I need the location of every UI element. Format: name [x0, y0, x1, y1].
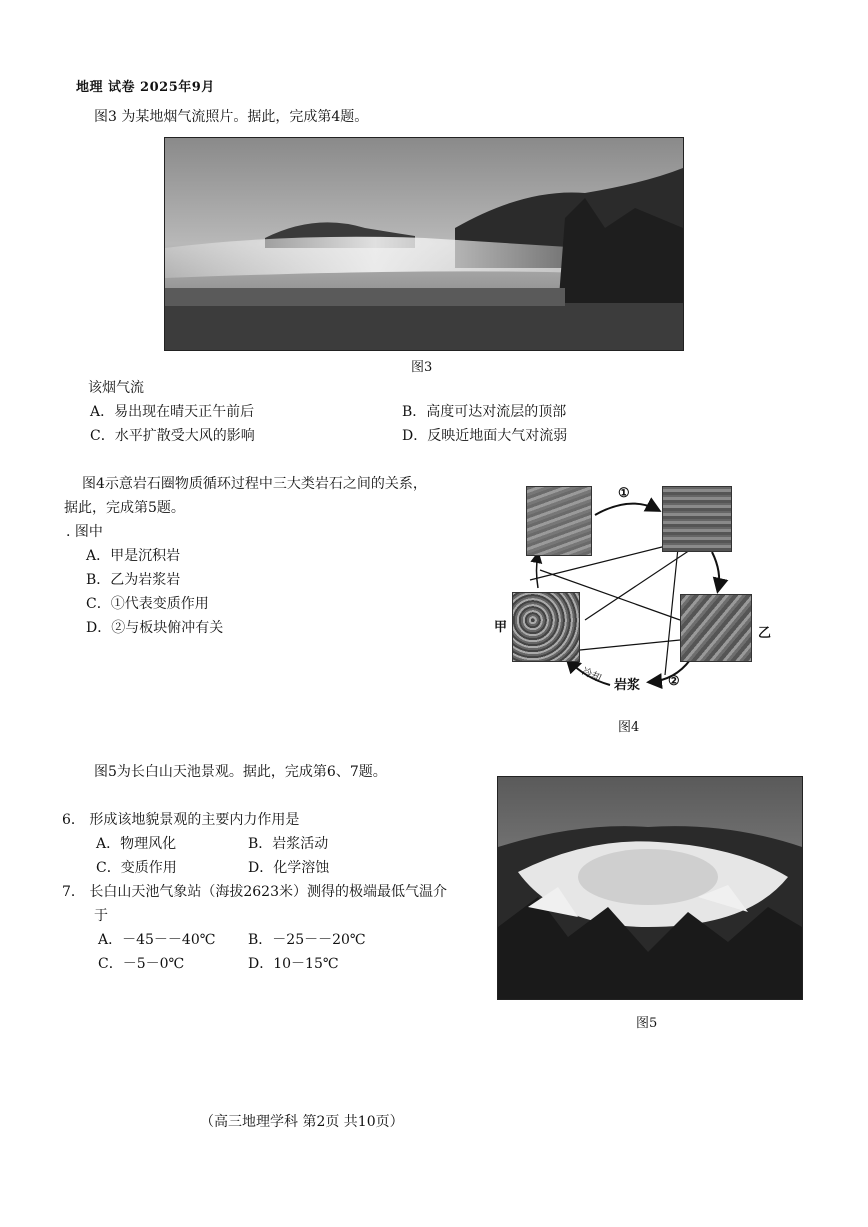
- figure-5-tianchi-photo: [497, 776, 803, 1000]
- q6-stem: 6． 形成该地貌景观的主要内力作用是: [62, 812, 300, 828]
- label-jia: 甲: [494, 620, 508, 635]
- label-magma: 岩浆: [614, 678, 641, 693]
- q7-stem-line1: 7． 长白山天池气象站（海拔2623米）测得的极端最低气温介: [62, 884, 447, 900]
- q7-option-c: C．－5－0℃: [98, 956, 185, 972]
- q5-option-b: B．乙为岩浆岩: [86, 572, 181, 588]
- q6-option-b: B．岩浆活动: [248, 836, 329, 852]
- smoke-photo-image: [165, 138, 683, 350]
- q5-option-a: A．甲是沉积岩: [86, 548, 181, 564]
- figure-5-caption: 图5: [636, 1016, 658, 1031]
- q6-option-c: C．变质作用: [96, 860, 177, 876]
- label-process-2: ②: [668, 674, 680, 689]
- q7-option-b: B．－25－－20℃: [248, 932, 366, 948]
- q6-option-a: A．物理风化: [96, 836, 177, 852]
- q4-stem: 该烟气流: [88, 380, 144, 396]
- q5-stem: . 图中: [66, 524, 103, 540]
- figure-3-caption: 图3: [411, 360, 433, 375]
- q7-stem-line2: 于: [94, 908, 108, 924]
- q6-option-d: D．化学溶蚀: [248, 860, 330, 876]
- q67-intro: 图5为长白山天池景观。据此，完成第6、7题。: [94, 764, 387, 780]
- figure-4-rock-cycle: [490, 480, 780, 700]
- label-cooling: 冷却: [579, 666, 603, 685]
- rock-sample-jia: [512, 592, 580, 662]
- label-yi: 乙: [758, 626, 772, 641]
- q4-option-c: C．水平扩散受大风的影响: [90, 428, 255, 444]
- figure-4-caption: 图4: [618, 720, 640, 735]
- figure-3-smoke-photo: [164, 137, 684, 351]
- q7-option-a: A．－45－－40℃: [98, 932, 216, 948]
- q5-option-c: C．①代表变质作用: [86, 596, 209, 612]
- page-header: 地理 试卷 2025年9月: [76, 80, 215, 95]
- q5-intro-line2: 据此，完成第5题。: [64, 500, 185, 516]
- q4-option-d: D．反映近地面大气对流弱: [402, 428, 568, 444]
- q5-option-d: D．②与板块俯冲有关: [86, 620, 224, 636]
- tianchi-photo-image: [498, 777, 802, 999]
- rock-sample-yi: [680, 594, 752, 662]
- q7-option-d: D．10－15℃: [248, 956, 339, 972]
- page-footer: （高三地理学科 第2页 共10页）: [200, 1114, 404, 1130]
- q5-intro-line1: 图4示意岩石圈物质循环过程中三大类岩石之间的关系，: [82, 476, 427, 492]
- rock-sample-top-right: [662, 486, 732, 552]
- rock-sample-top-left: [526, 486, 592, 556]
- q4-option-a: A．易出现在晴天正午前后: [90, 404, 255, 420]
- q4-option-b: B．高度可达对流层的顶部: [402, 404, 567, 420]
- label-process-1: ①: [618, 486, 630, 501]
- q4-intro: 图3 为某地烟气流照片。据此，完成第4题。: [94, 109, 369, 125]
